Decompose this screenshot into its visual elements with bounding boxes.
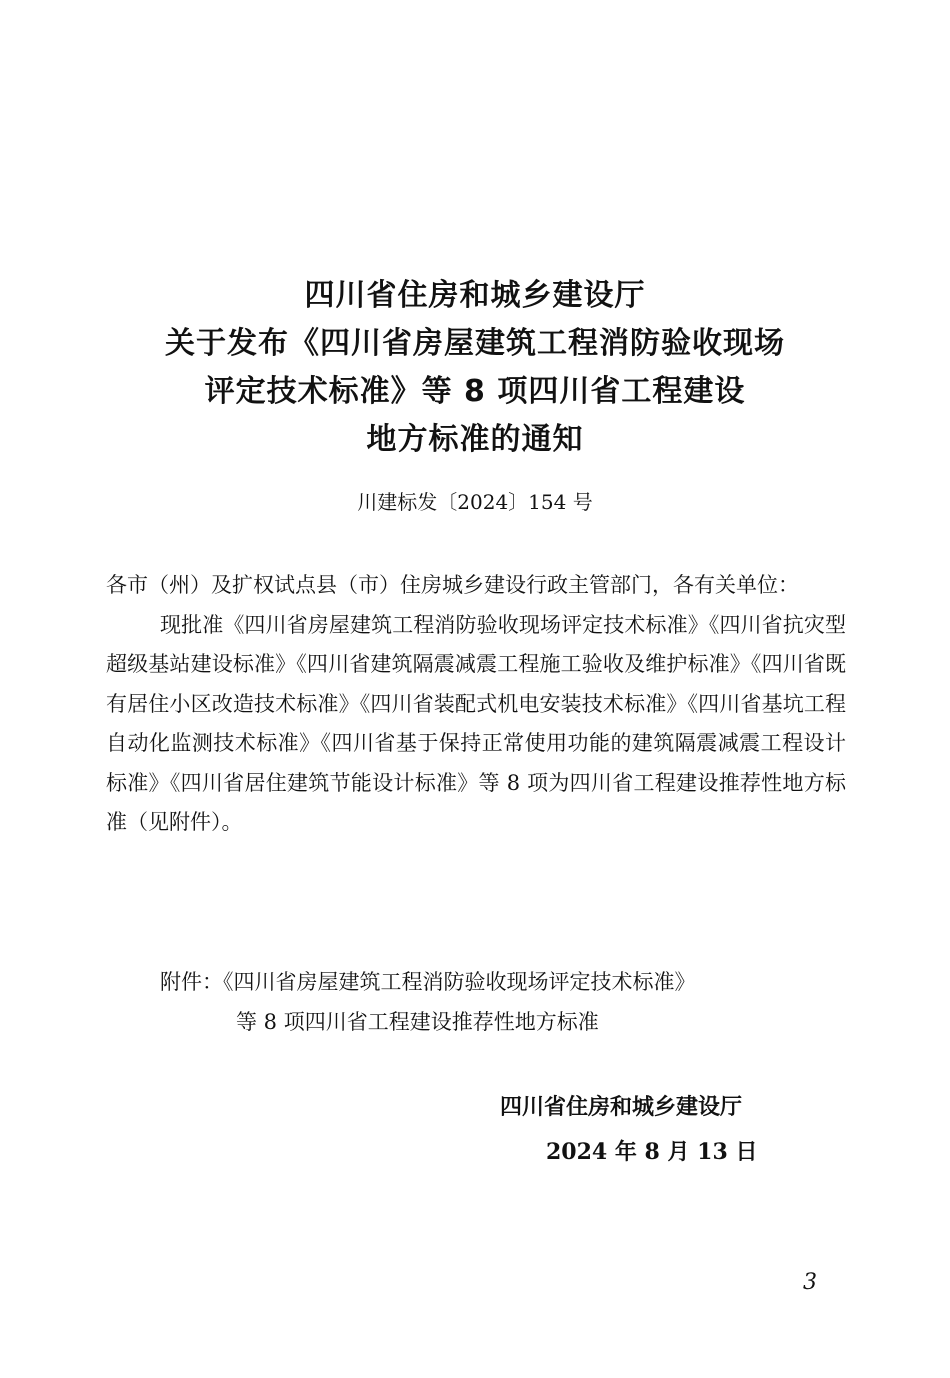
document-body [106, 566, 846, 843]
signature-date: 2024 年 8 月 13 日 [546, 1139, 758, 1165]
title-line-1: 四川省住房和城乡建设厅 [304, 278, 646, 313]
attachment-note [160, 962, 860, 1042]
attachment-line-2: 等 8 项四川省工程建设推荐性地方标准 [236, 1010, 599, 1034]
page-number: 3 [803, 1270, 817, 1295]
signature-block [500, 1086, 800, 1174]
body-paragraph: 现批准《四川省房屋建筑工程消防验收现场评定技术标准》《四川省抗灾型超级基站建设标准》《四川省建筑隔震减震工程施工验收及维护标准》《四川省既有居住小区改造技术标准》《四川省装配式机电安装技术标准》《四川省基坑工程自动化监测技术标准》《四川省基于保持正常使用功能的建筑隔震减震工程设计标准》《四川省居住建筑节能设计标准》等 8 项为四川省工程建设推荐性地方标准（见附件）。 [106, 612, 846, 834]
salutation: 各市（州）及扩权试点县（市）住房城乡建设行政主管部门，各有关单位： [106, 573, 799, 597]
signature-organization: 四川省住房和城乡建设厅 [500, 1095, 743, 1120]
attachment-line-1: 附件：《四川省房屋建筑工程消防验收现场评定技术标准》 [160, 970, 696, 994]
document-number: 川建标发〔2024〕154 号 [357, 490, 593, 514]
title-line-3: 评定技术标准》等 8 项四川省工程建设 [204, 374, 746, 409]
document-title [60, 272, 890, 464]
title-line-2: 关于发布《四川省房屋建筑工程消防验收现场 [165, 326, 785, 361]
title-line-4: 地方标准的通知 [366, 422, 584, 457]
